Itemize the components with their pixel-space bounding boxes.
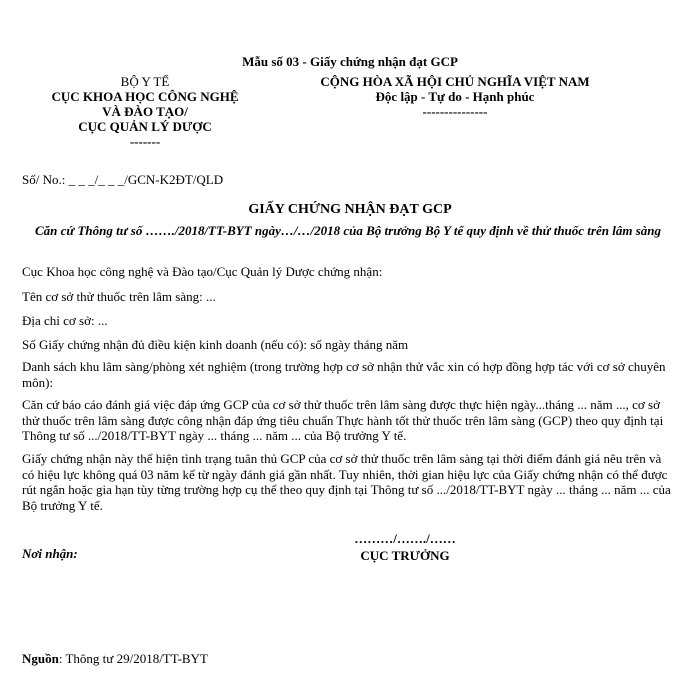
facility-name: Tên cơ sở thử thuốc trên lâm sàng: ... [22,289,216,304]
source-text: : Thông tư 29/2018/TT-BYT [58,651,208,666]
clinical-area-list: Danh sách khu lâm sàng/phòng xét nghiệm (trong trường hợp cơ sở nhận thử vắc xin có hợp đồng hợp tác với cơ sở chuyên môn): [22,359,666,390]
source-label: Nguồn [22,651,59,666]
department-line-3: CỤC QUẢN LÝ DƯỢC [78,119,212,134]
signature-block [330,530,480,564]
country-name: CỘNG HÒA XÃ HỘI CHỦ NGHĨA VIỆT NAM [320,74,590,89]
document-title: GIẤY CHỨNG NHẬN ĐẠT GCP [248,202,452,217]
signer-role: CỤC TRƯỞNG [360,548,450,563]
recipients-label: Nơi nhận: [22,546,78,561]
form-title: Mẫu số 03 - Giấy chứng nhận đạt GCP [242,54,458,69]
assessment-basis-paragraph: Căn cứ báo cáo đánh giá việc đáp ứng GCP của cơ sở thử thuốc trên lâm sàng được thực hiện ngày...tháng ... năm ..., cơ sở thử thuốc trên lâm sàng được công nhận đáp ứng tiêu chuẩn Thực hành tốt thử thuốc trên lâm sàng (GCP) theo quy định tại Thông tư số .../2018/TT-BYT ngày ... tháng ... năm ... của Bộ trưởng Y tế. [22,397,664,443]
legal-basis: Căn cứ Thông tư số ……./2018/TT-BYT ngày…/…/2018 của Bộ trưởng Bộ Y tế quy định về thử thuốc trên lâm sàng [35,223,661,238]
ministry-name: BỘ Y TẾ [120,74,170,89]
business-certificate-number: Số Giấy chứng nhận đủ điều kiện kinh doanh (nếu có): số ngày tháng năm [22,337,409,352]
document-number: Số/ No.: _ _ _/_ _ _/GCN-K2ĐT/QLD [22,172,224,187]
signature-date: ………/……./…… [354,531,456,546]
right-header-separator: --------------- [422,104,488,119]
certification-intro: Cục Khoa học công nghệ và Đào tạo/Cục Quản lý Dược chứng nhận: [22,264,383,279]
issuing-authority-header [20,74,270,149]
national-header [300,74,610,119]
facility-address: Địa chỉ cơ sở: ... [22,313,108,328]
left-header-separator: ------- [129,134,161,149]
department-line-1: CỤC KHOA HỌC CÔNG NGHỆ [51,89,239,104]
department-line-2: VÀ ĐÀO TẠO/ [102,104,188,119]
validity-paragraph: Giấy chứng nhận này thể hiện tình trạng tuân thủ GCP của cơ sở thử thuốc trên lâm sàng tại thời điểm đánh giá nêu trên và có hiệu lực không quá 03 năm kể từ ngày đánh giá gần nhất. Tuy nhiên, thời gian hiệu lực của Giấy chứng nhận có thể được rút ngắn hoặc gia hạn tùy từng trường hợp cụ thể theo quy định tại Thông tư số .../2018/TT-BYT ngày ... tháng ... năm ... của Bộ trưởng Y tế. [22,451,671,513]
national-motto: Độc lập - Tự do - Hạnh phúc [375,89,535,104]
source-note [22,651,208,667]
